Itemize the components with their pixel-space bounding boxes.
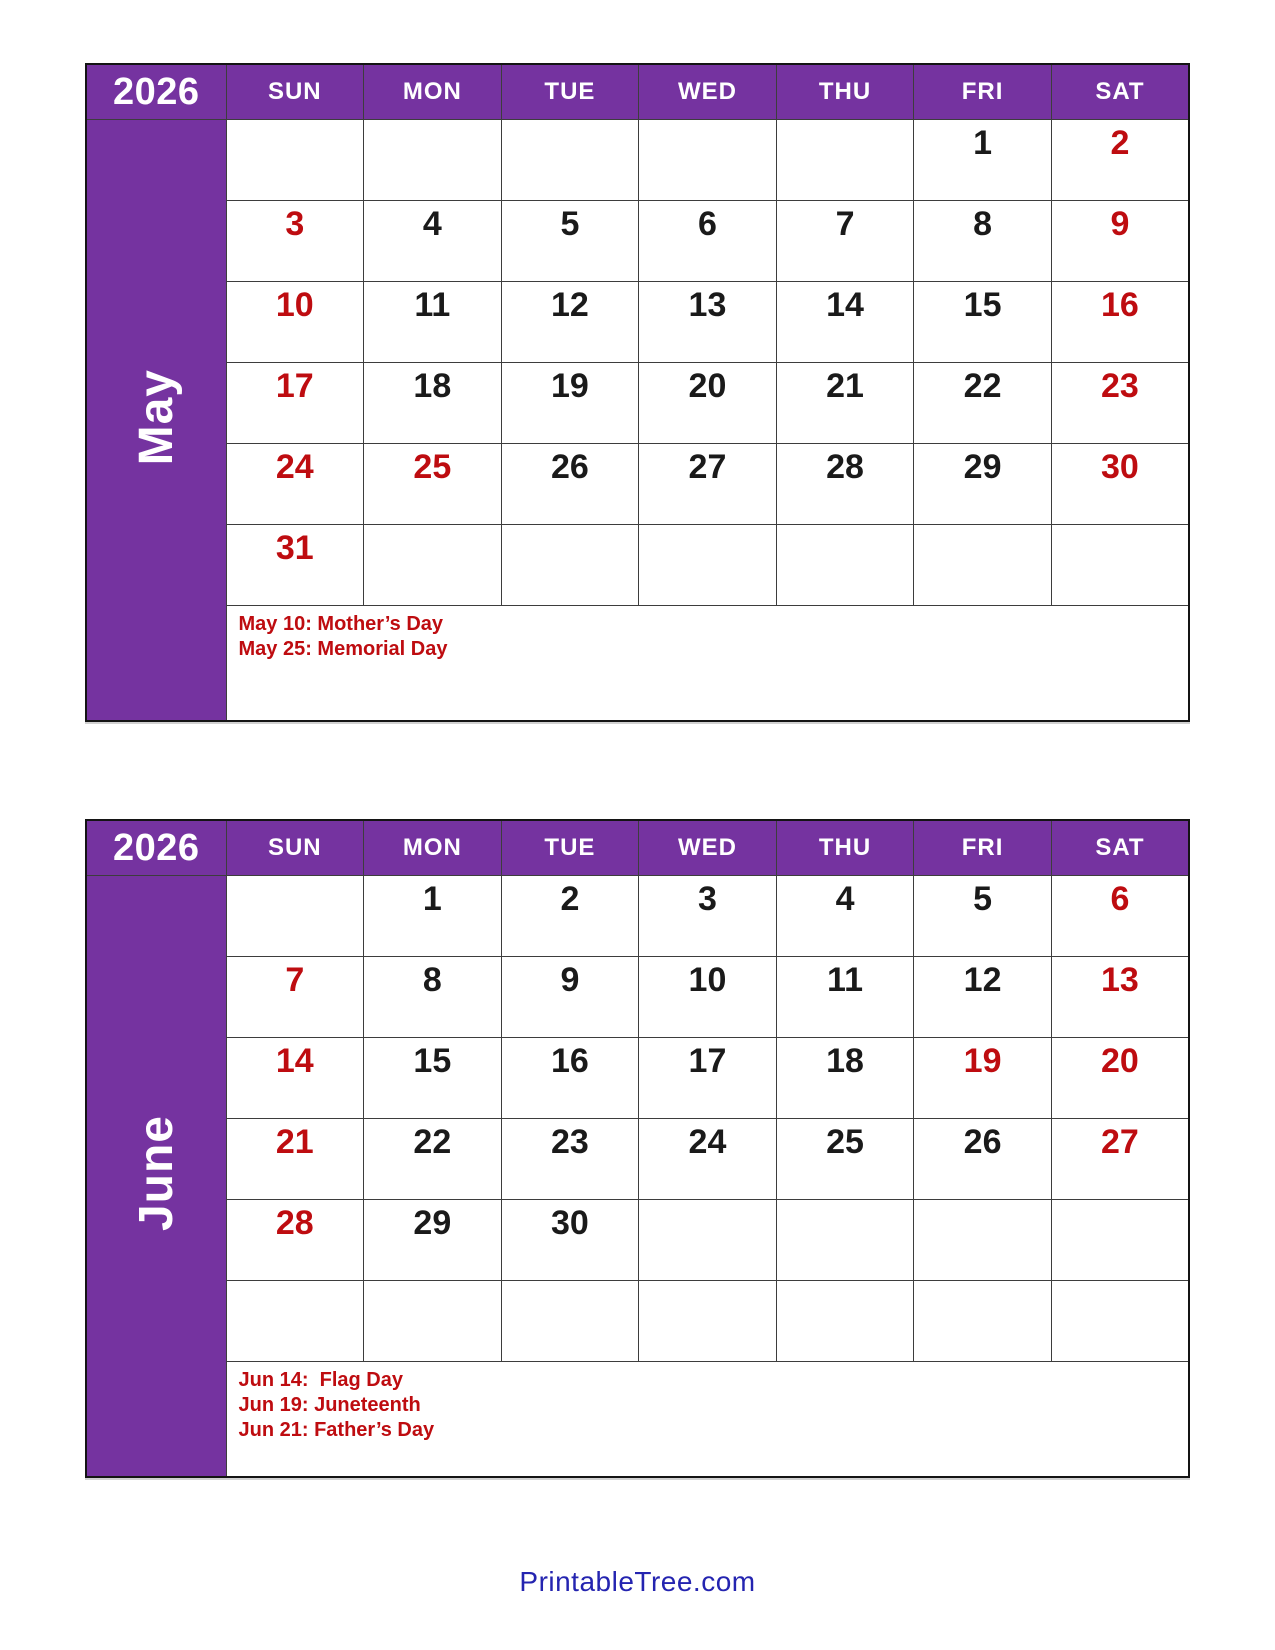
day-cell: 23 [501, 1119, 639, 1200]
day-cell: 3 [639, 876, 777, 957]
day-cell: 23 [1051, 363, 1189, 444]
day-cell: 18 [776, 1038, 914, 1119]
day-cell: 17 [226, 363, 364, 444]
holiday-notes [226, 1362, 1189, 1478]
day-cell: 31 [226, 525, 364, 606]
holiday-row [86, 606, 1189, 722]
day-cell: 9 [501, 957, 639, 1038]
calendar-table-may [85, 63, 1190, 722]
holiday-notes [226, 606, 1189, 722]
day-cell: 30 [1051, 444, 1189, 525]
day-cell: 8 [914, 201, 1052, 282]
day-cell-empty [639, 120, 777, 201]
week-row [86, 363, 1189, 444]
day-cell: 16 [501, 1038, 639, 1119]
day-cell: 11 [364, 282, 502, 363]
week-row [86, 201, 1189, 282]
holiday-row [86, 1362, 1189, 1478]
day-cell: 22 [914, 363, 1052, 444]
day-cell: 30 [501, 1200, 639, 1281]
day-cell-empty [639, 525, 777, 606]
day-cell-empty [914, 1281, 1052, 1362]
weekday-header: THU [776, 64, 914, 120]
holiday-note: May 25: Memorial Day [238, 638, 448, 660]
day-cell: 26 [501, 444, 639, 525]
day-cell: 22 [364, 1119, 502, 1200]
day-cell: 20 [639, 363, 777, 444]
day-cell: 1 [364, 876, 502, 957]
day-cell-empty [1051, 525, 1189, 606]
weekday-header: TUE [501, 64, 639, 120]
day-cell: 19 [914, 1038, 1052, 1119]
day-cell: 6 [639, 201, 777, 282]
day-cell-empty [364, 525, 502, 606]
day-cell-empty [226, 120, 364, 201]
day-cell: 12 [501, 282, 639, 363]
holiday-note: Jun 19: Juneteenth [238, 1394, 421, 1416]
day-cell: 27 [1051, 1119, 1189, 1200]
day-cell: 5 [501, 201, 639, 282]
weekday-header: MON [364, 820, 502, 876]
week-row [86, 120, 1189, 201]
week-row [86, 957, 1189, 1038]
week-row [86, 282, 1189, 363]
day-cell-empty [364, 1281, 502, 1362]
day-cell-empty [639, 1281, 777, 1362]
day-cell: 24 [226, 444, 364, 525]
week-row [86, 1038, 1189, 1119]
day-cell: 7 [226, 957, 364, 1038]
day-cell: 28 [226, 1200, 364, 1281]
weekday-header: SAT [1051, 820, 1189, 876]
day-cell-empty [364, 120, 502, 201]
day-cell-empty [776, 1281, 914, 1362]
calendar-may [85, 63, 1190, 722]
weekday-header: MON [364, 64, 502, 120]
month-label [86, 120, 226, 722]
holiday-note: Jun 21: Father’s Day [238, 1419, 435, 1441]
weekday-header: SAT [1051, 64, 1189, 120]
day-cell: 4 [776, 876, 914, 957]
day-cell-empty [639, 1200, 777, 1281]
weekday-header: THU [776, 820, 914, 876]
week-row [86, 876, 1189, 957]
day-cell-empty [914, 525, 1052, 606]
day-cell: 25 [364, 444, 502, 525]
footer-watermark: PrintableTree.com [519, 1566, 756, 1597]
day-cell: 21 [776, 363, 914, 444]
day-cell: 13 [1051, 957, 1189, 1038]
calendar-header-row [86, 820, 1189, 876]
day-cell: 18 [364, 363, 502, 444]
day-cell: 3 [226, 201, 364, 282]
day-cell: 14 [226, 1038, 364, 1119]
day-cell: 8 [364, 957, 502, 1038]
day-cell: 21 [226, 1119, 364, 1200]
weekday-header: SUN [226, 820, 364, 876]
calendar-table-june [85, 819, 1190, 1478]
day-cell: 15 [914, 282, 1052, 363]
year-label: 2026 [86, 64, 226, 120]
day-cell: 2 [1051, 120, 1189, 201]
year-label: 2026 [86, 820, 226, 876]
week-row [86, 1119, 1189, 1200]
day-cell: 6 [1051, 876, 1189, 957]
weekday-header: FRI [914, 64, 1052, 120]
day-cell-empty [501, 1281, 639, 1362]
weekday-header: FRI [914, 820, 1052, 876]
day-cell-empty [776, 525, 914, 606]
day-cell: 13 [639, 282, 777, 363]
week-row [86, 1281, 1189, 1362]
day-cell: 15 [364, 1038, 502, 1119]
day-cell-empty [501, 120, 639, 201]
day-cell-empty [1051, 1200, 1189, 1281]
day-cell: 1 [914, 120, 1052, 201]
day-cell: 26 [914, 1119, 1052, 1200]
weekday-header: SUN [226, 64, 364, 120]
day-cell: 25 [776, 1119, 914, 1200]
day-cell: 20 [1051, 1038, 1189, 1119]
day-cell: 12 [914, 957, 1052, 1038]
day-cell: 7 [776, 201, 914, 282]
day-cell: 10 [639, 957, 777, 1038]
month-label-text: May [129, 369, 183, 466]
day-cell-empty [226, 876, 364, 957]
day-cell: 9 [1051, 201, 1189, 282]
weekday-header: TUE [501, 820, 639, 876]
calendar-header-row [86, 64, 1189, 120]
day-cell: 27 [639, 444, 777, 525]
month-label [86, 876, 226, 1478]
week-row [86, 525, 1189, 606]
week-row [86, 1200, 1189, 1281]
calendar-june [85, 819, 1190, 1478]
day-cell: 29 [914, 444, 1052, 525]
day-cell: 16 [1051, 282, 1189, 363]
holiday-note: May 10: Mother’s Day [238, 613, 444, 635]
day-cell-empty [1051, 1281, 1189, 1362]
weekday-header: WED [639, 64, 777, 120]
day-cell: 19 [501, 363, 639, 444]
month-label-text: June [129, 1115, 183, 1232]
day-cell: 2 [501, 876, 639, 957]
day-cell: 24 [639, 1119, 777, 1200]
day-cell: 10 [226, 282, 364, 363]
day-cell-empty [226, 1281, 364, 1362]
day-cell-empty [776, 120, 914, 201]
holiday-note: Jun 14: Flag Day [238, 1369, 403, 1391]
day-cell-empty [776, 1200, 914, 1281]
day-cell-empty [914, 1200, 1052, 1281]
day-cell: 17 [639, 1038, 777, 1119]
day-cell: 28 [776, 444, 914, 525]
day-cell: 29 [364, 1200, 502, 1281]
day-cell: 5 [914, 876, 1052, 957]
weekday-header: WED [639, 820, 777, 876]
week-row [86, 444, 1189, 525]
day-cell: 4 [364, 201, 502, 282]
day-cell: 11 [776, 957, 914, 1038]
day-cell-empty [501, 525, 639, 606]
day-cell: 14 [776, 282, 914, 363]
